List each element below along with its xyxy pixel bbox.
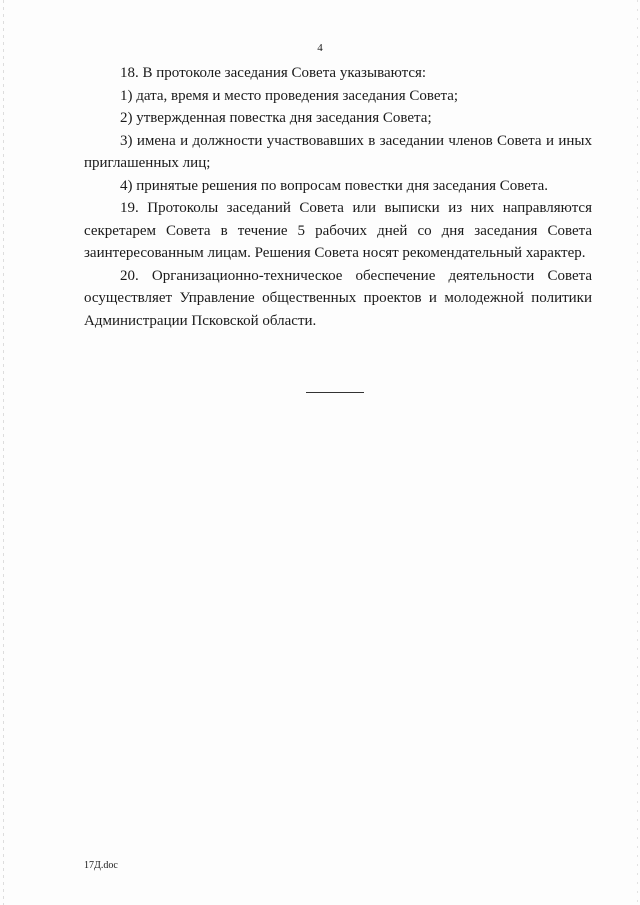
scan-edge-left (3, 0, 4, 905)
paragraph-18-item-1: 1) дата, время и место проведения заседания Совета; (120, 87, 459, 104)
paragraph-18-item-2: 2) утвержденная повестка дня заседания Совета; (120, 110, 432, 126)
document-body (84, 62, 592, 332)
paragraph-20: 20. Организационно-техническое обеспечение деятельности Совета осуществляет Управление общественных проектов и молодежной политики Администрации Псковской области. (84, 267, 592, 329)
scan-edge-right (637, 0, 638, 905)
paragraph-18: 18. В протоколе заседания Совета указываются: (120, 65, 427, 81)
paragraph-18-item-4: 4) принятые решения по вопросам повестки дня заседания Совета. (120, 177, 549, 194)
footer-filename: 17Д.doc (84, 860, 118, 871)
paragraph-18-item-3: 3) имена и должности участвовавших в заседании членов Совета и иных приглашенных лиц; (84, 132, 592, 171)
paragraph-19: 19. Протоколы заседаний Совета или выписки из них направляются секретарем Совета в течение 5 рабочих дней со дня заседания Совета заинтересованным лицам. Решения Совета носят рекомендательный характер. (84, 200, 592, 261)
end-separator-line (306, 392, 364, 393)
page-number: 4 (317, 42, 323, 54)
